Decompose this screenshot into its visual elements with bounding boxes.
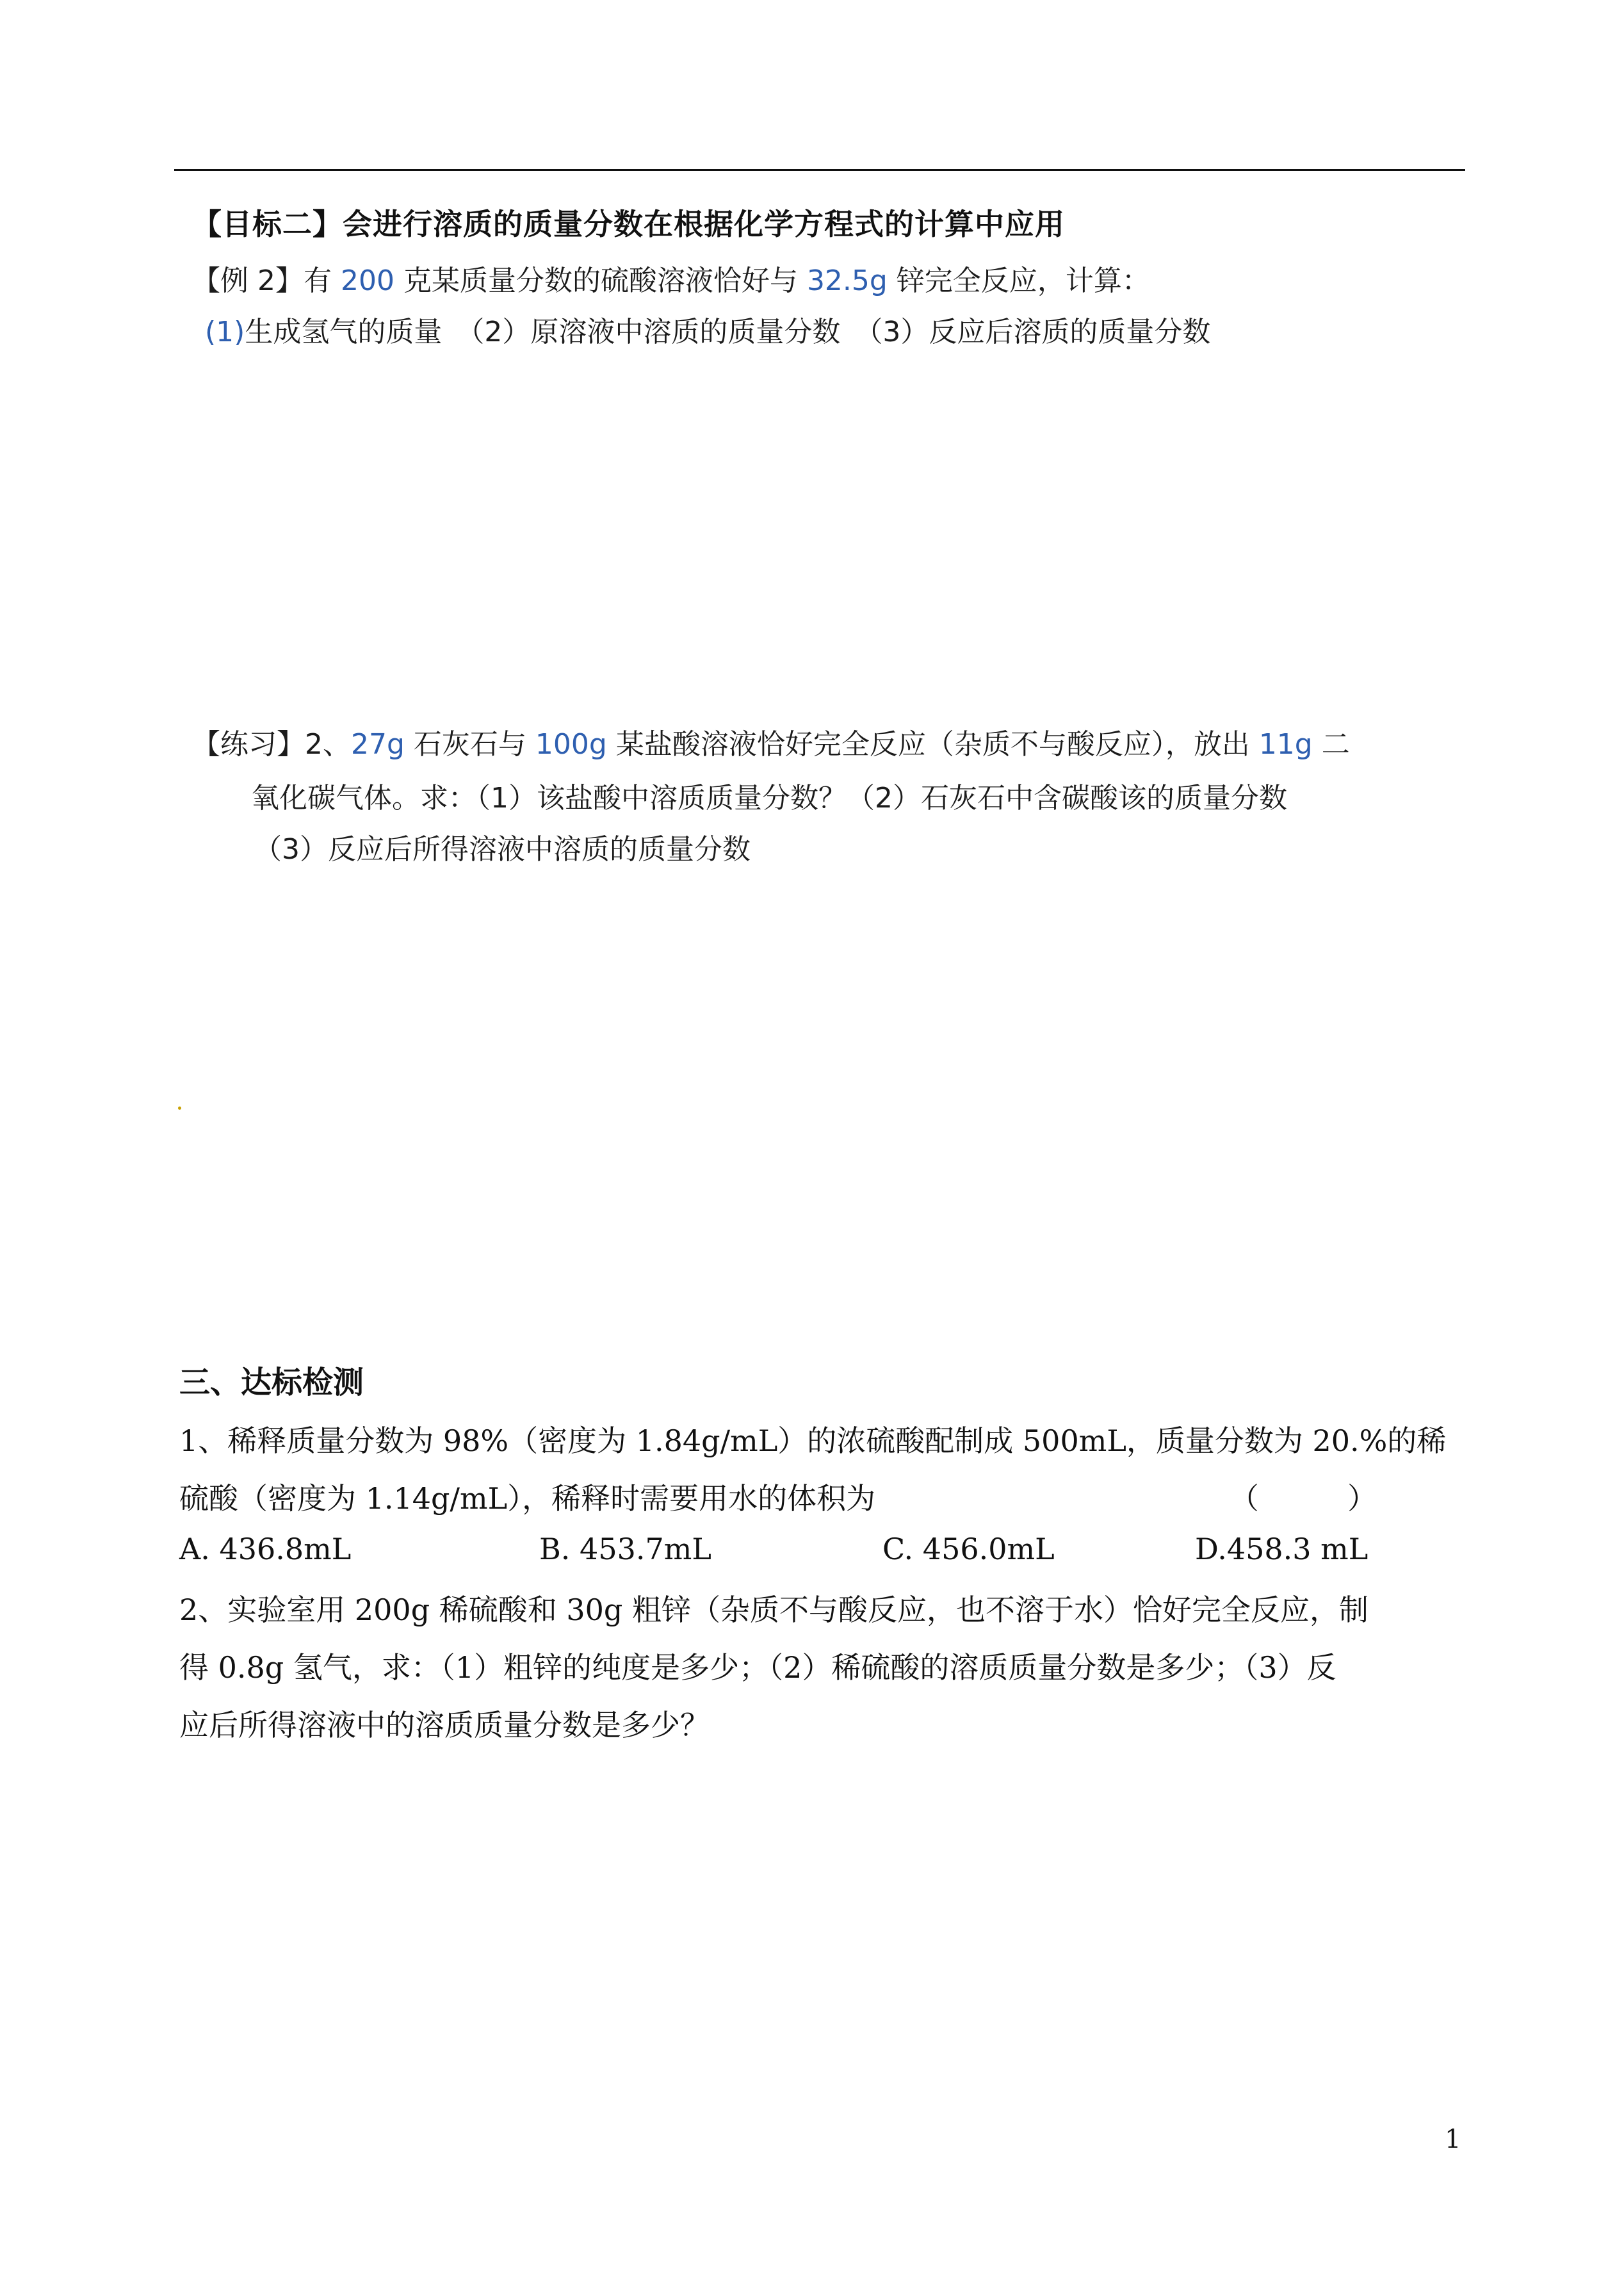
example2-number-2: 32.5g (806, 264, 888, 297)
section3-q1-answer-blank: （ ） (1230, 1481, 1377, 1516)
section3-q2-line1: 2、实验室用 200g 稀硫酸和 30g 粗锌（杂质不与酸反应，也不溶于水）恰好完全反应，制 (179, 1593, 1368, 1627)
example2-text-2: 锌完全反应，计算： (887, 264, 1150, 297)
option-c: C. 456.0mL (882, 1532, 1055, 1566)
practice-text-1: 石灰石与 (404, 728, 535, 761)
page-number: 1 (1445, 2125, 1461, 2154)
goal2-title: 【目标二】会进行溶质的质量分数在根据化学方程式的计算中应用 (192, 207, 1065, 241)
header-rule (174, 169, 1465, 171)
practice-number-1: 27g (351, 728, 405, 761)
section3-q1-line1: 1、稀释质量分数为 98%（密度为 1.84g/mL）的浓硫酸配制成 500mL，质量分数为 20.%的稀 (179, 1423, 1447, 1458)
section3-q2-line2: 得 0.8g 氢气，求：（1）粗锌的纯度是多少；（2）稀硫酸的溶质质量分数是多少；（3）反 (179, 1650, 1336, 1685)
practice-line3: （3）反应后所得溶液中溶质的质量分数 (254, 833, 751, 866)
option-a: A. 436.8mL (179, 1532, 352, 1566)
practice-text-3: 二 (1312, 728, 1350, 761)
example2-text-1: 克某质量分数的硫酸溶液恰好与 (394, 264, 807, 297)
example2-number-1: 200 (340, 264, 394, 297)
stray-mark (178, 1107, 181, 1110)
option-b: B. 453.7mL (539, 1532, 711, 1566)
section3-q2-line3: 应后所得溶液中的溶质质量分数是多少？ (179, 1708, 710, 1742)
section3-q1-line2: 硫酸（密度为 1.14g/mL），稀释时需要用水的体积为 (179, 1481, 876, 1516)
section3-heading: 三、达标检测 (179, 1365, 364, 1400)
example2-q1-number: (1) (205, 316, 245, 348)
example2-questions-text: 生成氢气的质量 （2）原溶液中溶质的质量分数 （3）反应后溶质的质量分数 (245, 316, 1211, 348)
practice-text-2: 某盐酸溶液恰好完全反应（杂质不与酸反应），放出 (606, 728, 1259, 761)
practice-line2: 氧化碳气体。求：（1）该盐酸中溶质质量分数？（2）石灰石中含碳酸该的质量分数 (251, 782, 1287, 815)
practice-prefix: 【练习】2、 (192, 728, 351, 761)
option-d: D.458.3 mL (1195, 1532, 1368, 1566)
practice-number-2: 100g (535, 728, 607, 761)
example2-prefix: 【例 2】有 (192, 264, 341, 297)
example2-line1 (192, 257, 1150, 298)
practice-number-3: 11g (1258, 728, 1313, 761)
practice-line1 (192, 721, 1350, 762)
example2-questions (205, 309, 1210, 350)
